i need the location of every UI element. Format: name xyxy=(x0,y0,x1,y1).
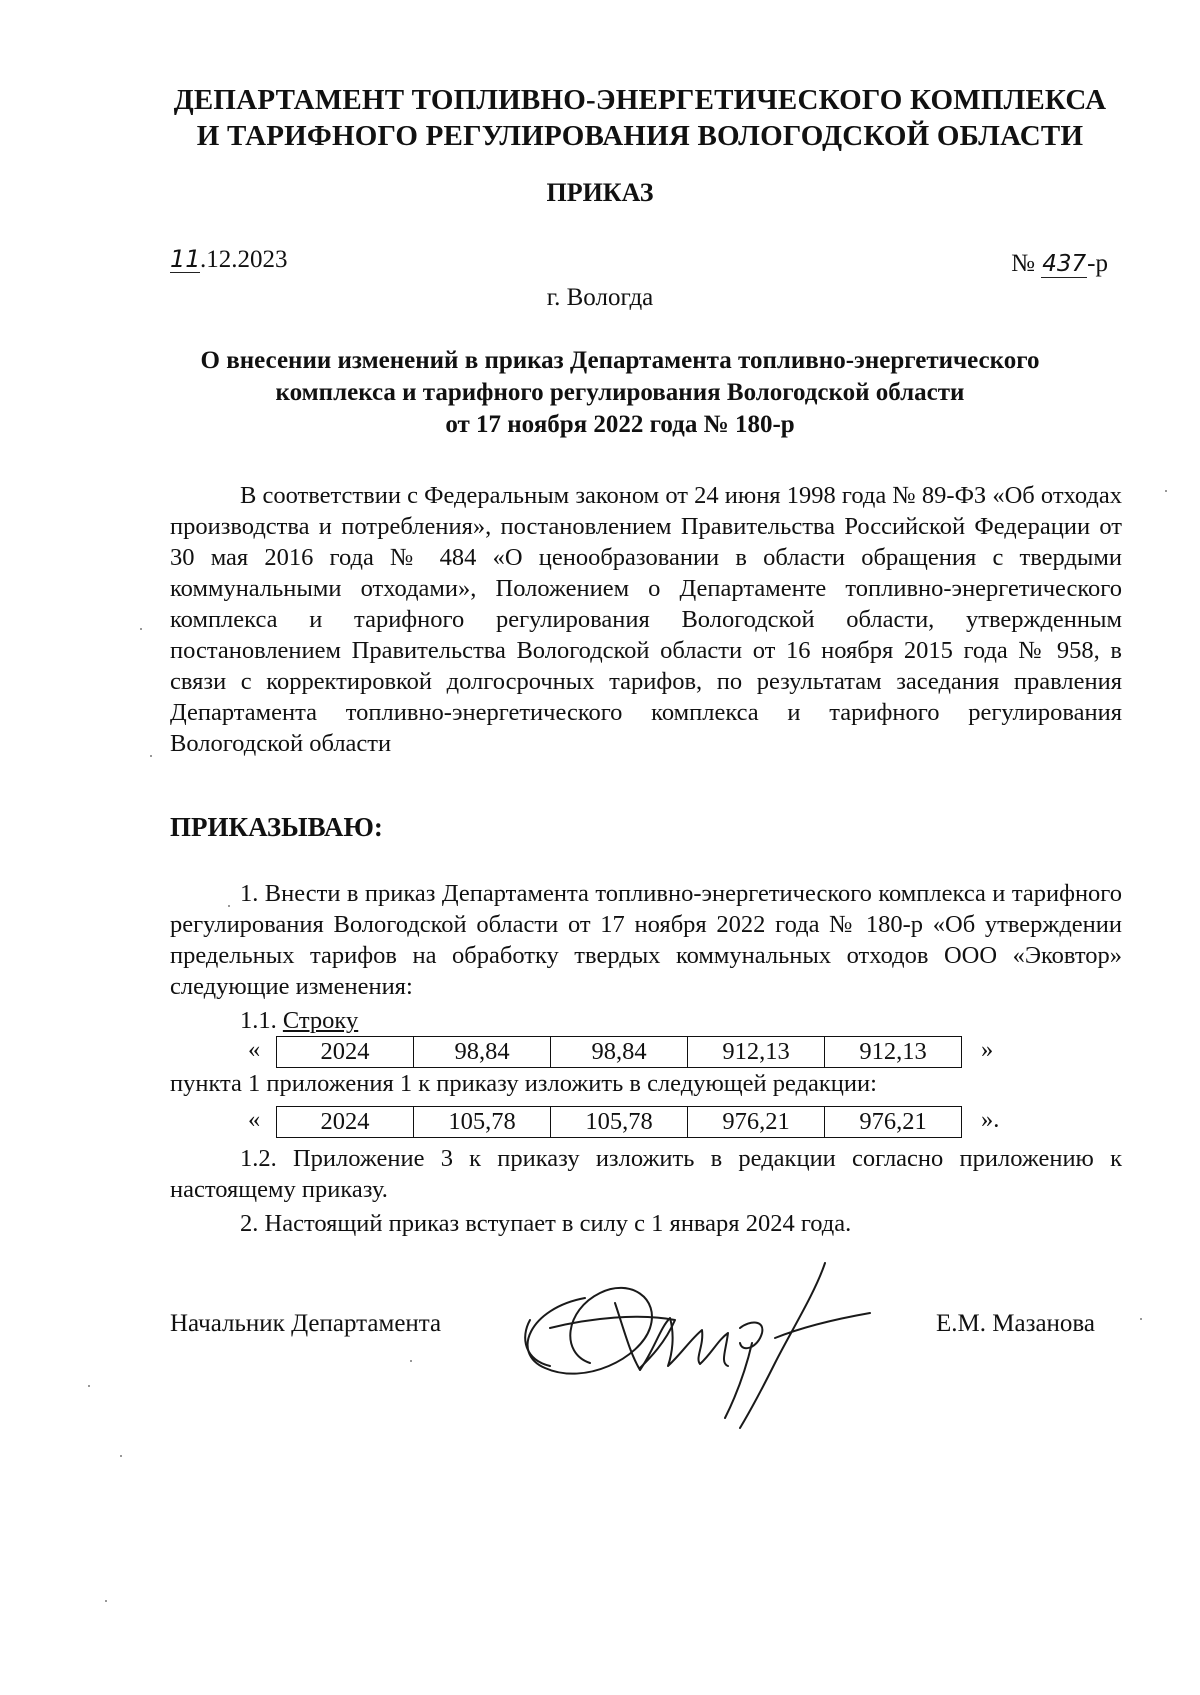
item-1-1-heading xyxy=(240,1007,358,1035)
order-number xyxy=(1011,250,1108,278)
item-1-1-word: Строку xyxy=(282,1007,359,1034)
middle-line: пункта 1 приложения 1 к приказу изложить в следующей редакции: xyxy=(170,1070,877,1097)
table-cell: 976,21 xyxy=(825,1107,962,1138)
table-cell: 912,13 xyxy=(688,1037,825,1068)
department-line-1: ДЕПАРТАМЕНТ ТОПЛИВНО-ЭНЕРГЕТИЧЕСКОГО КОМПЛЕКСА xyxy=(173,84,1107,116)
signature-stroke xyxy=(615,1303,728,1370)
department-line-2: И ТАРИФНОГО РЕГУЛИРОВАНИЯ ВОЛОГОДСКОЙ ОБЛАСТИ xyxy=(196,120,1084,152)
quote-close: » xyxy=(981,1036,994,1063)
signatory-position: Начальник Департамента xyxy=(170,1310,442,1337)
quote-open: « xyxy=(248,1106,261,1133)
quote-close: ». xyxy=(981,1106,1000,1133)
item-1-paragraph: 1. Внести в приказ Департамента топливно-энергетического комплекса и тарифного регулирования Вологодской области от 17 ноября 2022 года № 180-р «Об утверждении предельных тарифов на обработку твердых коммунальных отходов ООО «Эковтор» следующие изменения: xyxy=(170,880,1122,1000)
scan-speck xyxy=(228,905,230,907)
scan-speck xyxy=(140,628,142,630)
scan-speck xyxy=(88,1385,90,1387)
document-type: ПРИКАЗ xyxy=(546,178,654,207)
decree-word: ПРИКАЗЫВАЮ: xyxy=(170,812,383,842)
new-row-line xyxy=(0,1106,1200,1138)
item-1-2-paragraph: 1.2. Приложение 3 к приказу изложить в редакции согласно приложению к настоящему приказу. xyxy=(170,1145,1122,1203)
table-cell: 105,78 xyxy=(551,1107,688,1138)
signature-stroke xyxy=(740,1263,870,1428)
new-tariff-table xyxy=(276,1106,962,1138)
handwritten-number: 437 xyxy=(1042,251,1087,277)
scan-speck xyxy=(1165,490,1167,492)
signature-stroke xyxy=(525,1320,550,1366)
preamble-paragraph: В соответствии с Федеральным законом от 24 июня 1998 года № 89-ФЗ «Об отходах производства и потребления», постановлением Правительства Российской Федерации от 30 мая 2016 года № 484 «О ценообразовании в области обращения с твердыми коммунальными отходами», Положением о Департаменте топливно-энергетического комплекса и тарифного регулирования Вологодской области, утвержденным постановлением Правительства Вологодской области от 16 ноября 2015 года № 958, в связи с корректировкой долгосрочных тарифов, по результатам заседания правления Департамента топливно-энергетического комплекса и тарифного регулирования Вологодской области xyxy=(170,482,1122,757)
scan-speck xyxy=(150,755,152,757)
subject-line-3: от 17 ноября 2022 года № 180-р xyxy=(445,411,795,438)
table-row xyxy=(277,1037,962,1068)
table-cell: 105,78 xyxy=(414,1107,551,1138)
subject-line-2: комплекса и тарифного регулирования Вологодской области xyxy=(275,379,965,406)
order-date xyxy=(170,246,288,274)
signatory-name: Е.М. Мазанова xyxy=(936,1310,1095,1337)
item-1-1-prefix: 1.1. xyxy=(240,1007,283,1034)
table-row xyxy=(277,1107,962,1138)
table-cell: 2024 xyxy=(277,1037,414,1068)
table-cell: 98,84 xyxy=(551,1037,688,1068)
date-rest: .12.2023 xyxy=(200,246,288,273)
table-cell: 912,13 xyxy=(825,1037,962,1068)
quote-open: « xyxy=(248,1036,261,1063)
scan-speck xyxy=(410,1360,412,1362)
handwritten-day: 11 xyxy=(170,245,201,273)
subject-line-1: О внесении изменений в приказ Департамента топливно-энергетического xyxy=(200,347,1040,374)
scan-speck xyxy=(105,1600,107,1602)
order-subject xyxy=(140,345,1100,441)
signature-stroke xyxy=(725,1323,762,1418)
number-suffix: -р xyxy=(1087,250,1108,277)
old-row-line xyxy=(0,1036,1200,1068)
table-cell: 976,21 xyxy=(688,1107,825,1138)
table-cell: 98,84 xyxy=(414,1037,551,1068)
signature-stroke xyxy=(528,1288,652,1374)
scan-speck xyxy=(1140,1318,1142,1320)
item-2-paragraph: 2. Настоящий приказ вступает в силу с 1 января 2024 года. xyxy=(240,1210,852,1237)
table-cell: 2024 xyxy=(277,1107,414,1138)
handwritten-signature xyxy=(490,1258,910,1438)
number-prefix: № xyxy=(1011,250,1042,277)
scan-speck xyxy=(120,1455,122,1457)
department-header xyxy=(120,82,1160,154)
old-tariff-table xyxy=(276,1036,962,1068)
city: г. Вологда xyxy=(546,284,654,311)
